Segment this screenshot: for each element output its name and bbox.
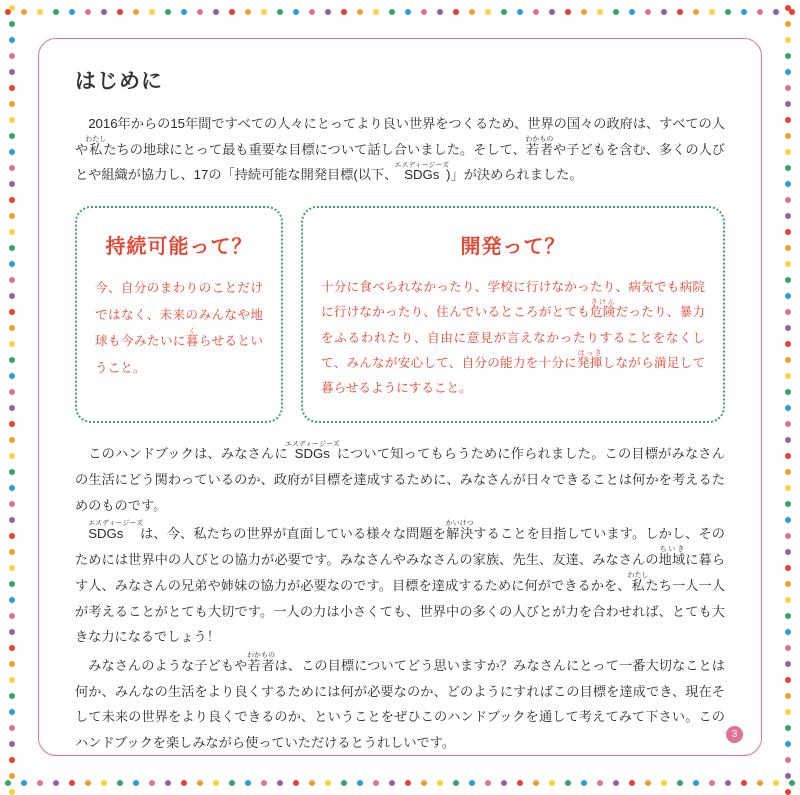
border-dot <box>785 741 791 747</box>
border-dot <box>9 389 15 395</box>
border-dot <box>9 405 15 411</box>
border-dot <box>325 780 331 786</box>
border-dot <box>785 197 791 203</box>
border-dot <box>9 469 15 475</box>
border-dot <box>677 780 683 786</box>
border-dot <box>117 780 123 786</box>
border-dot <box>677 9 683 15</box>
border-dot <box>501 780 507 786</box>
callout-sustainable <box>75 206 283 423</box>
ruby-hakki: 発揮はっき <box>576 349 603 370</box>
border-dot <box>785 517 791 523</box>
border-dot <box>757 780 763 786</box>
border-dot <box>21 9 27 15</box>
border-dot <box>785 629 791 635</box>
border-dot <box>9 773 15 779</box>
callout-sustainable-body: 今、自分のまわりのことだけではなく、未来のみんなや地球も今みたいに暮くらせるということ。 <box>95 281 264 375</box>
border-dot <box>9 373 15 379</box>
border-dot <box>597 9 603 15</box>
border-dot <box>53 780 59 786</box>
border-dot <box>133 780 139 786</box>
border-dot <box>757 9 763 15</box>
border-dot <box>9 5 15 11</box>
border-dot <box>133 9 139 15</box>
ruby-kaiketsu: 解決かいけつ <box>445 520 474 542</box>
border-dot <box>785 661 791 667</box>
page-title: はじめに <box>75 70 163 93</box>
border-dot <box>785 277 791 283</box>
border-dot <box>785 181 791 187</box>
border-dot <box>613 780 619 786</box>
border-dot <box>197 780 203 786</box>
border-dot <box>785 485 791 491</box>
border-dot <box>785 165 791 171</box>
border-dot <box>785 117 791 123</box>
border-dot <box>661 9 667 15</box>
border-dot <box>181 780 187 786</box>
border-dot <box>357 780 363 786</box>
border-dot <box>9 261 15 267</box>
border-dot <box>9 741 15 747</box>
border-dot <box>53 9 59 15</box>
border-dot <box>261 780 267 786</box>
border-dot <box>341 9 347 15</box>
border-dot <box>9 197 15 203</box>
border-dot <box>785 693 791 699</box>
border-dot <box>785 21 791 27</box>
border-dot <box>9 661 15 667</box>
border-dot <box>785 37 791 43</box>
callout-boxes <box>75 206 725 423</box>
border-dot <box>9 565 15 571</box>
border-dot <box>517 780 523 786</box>
border-dot <box>785 357 791 363</box>
border-dot <box>581 780 587 786</box>
border-dot <box>437 780 443 786</box>
border-dot <box>389 9 395 15</box>
border-dot <box>245 780 251 786</box>
border-dot <box>785 261 791 267</box>
border-dot <box>785 133 791 139</box>
callout-development-title: 開発って？ <box>460 236 566 259</box>
border-dot <box>293 780 299 786</box>
bottom-dot-border <box>0 777 800 789</box>
border-dot <box>373 9 379 15</box>
border-dot <box>613 9 619 15</box>
border-dot <box>785 53 791 59</box>
callout-sustainable-title: 持続可能って？ <box>105 236 253 259</box>
callout-development <box>301 206 725 423</box>
border-dot <box>693 9 699 15</box>
border-dot <box>785 293 791 299</box>
border-dot <box>149 9 155 15</box>
border-dot <box>437 9 443 15</box>
border-dot <box>229 9 235 15</box>
border-dot <box>9 293 15 299</box>
border-dot <box>69 780 75 786</box>
ruby-sdgs: SDGsエスディージーズ <box>394 162 450 183</box>
border-dot <box>485 9 491 15</box>
border-dot <box>693 780 699 786</box>
border-dot <box>9 357 15 363</box>
border-dot <box>373 780 379 786</box>
ruby-sdgs-2: SDGsエスディージーズ <box>284 441 340 462</box>
border-dot <box>785 325 791 331</box>
border-dot <box>785 773 791 779</box>
border-dot <box>277 780 283 786</box>
border-dot <box>785 69 791 75</box>
border-dot <box>785 725 791 731</box>
border-dot <box>549 780 555 786</box>
border-dot <box>9 549 15 555</box>
top-dot-border <box>0 6 800 18</box>
border-dot <box>785 549 791 555</box>
border-dot <box>69 9 75 15</box>
border-dot <box>405 9 411 15</box>
border-dot <box>9 709 15 715</box>
border-dot <box>181 9 187 15</box>
border-dot <box>9 421 15 427</box>
border-dot <box>533 780 539 786</box>
right-dot-border <box>782 0 794 795</box>
left-dot-border <box>6 0 18 795</box>
border-dot <box>785 757 791 763</box>
content-frame <box>38 38 762 756</box>
paragraph-2: SDGsエスディージーズは、今、私たちの世界が直面している様々な問題を解決かいけつすることを目指しています。しかし、そのためには世界中の人びとの協力が必要です。みなさんやみなさんの家族、先生、友達、みなさんの地域ちいきに暮らす人、みなさんの兄弟や姉妹の協力が必要なのです。目標を達成するために何ができるかを、私わたしたち一人一人が考えることがとても大切です。一人の力は小さくても、世界中の多くの人びとが力を合わせれば、とても大きな力になるでしょう！ <box>75 520 725 645</box>
border-dot <box>9 533 15 539</box>
border-dot <box>245 9 251 15</box>
border-dot <box>785 213 791 219</box>
border-dot <box>785 565 791 571</box>
border-dot <box>785 597 791 603</box>
border-dot <box>629 780 635 786</box>
border-dot <box>785 309 791 315</box>
content-area <box>75 65 725 758</box>
border-dot <box>421 9 427 15</box>
border-dot <box>325 9 331 15</box>
border-dot <box>785 421 791 427</box>
border-dot <box>277 9 283 15</box>
border-dot <box>581 9 587 15</box>
border-dot <box>785 453 791 459</box>
border-dot <box>725 9 731 15</box>
border-dot <box>9 37 15 43</box>
border-dot <box>37 9 43 15</box>
border-dot <box>741 780 747 786</box>
border-dot <box>9 341 15 347</box>
border-dot <box>101 9 107 15</box>
border-dot <box>261 9 267 15</box>
border-dot <box>9 693 15 699</box>
border-dot <box>9 501 15 507</box>
border-dot <box>9 213 15 219</box>
border-dot <box>85 780 91 786</box>
border-dot <box>785 469 791 475</box>
intro-paragraph: 2016年からの15年間ですべての人々にとってより良い世界をつくるため、世界の国々の政府は、すべての人や私わたしたちの地球にとって最も重要な目標について話し合いました。そして、若者わかものや子どもを含む、多くの人びとや組織が協力し、17の「持続可能な開発目標(以下、SDGsエスディージーズ)」が決められました。 <box>75 116 725 183</box>
border-dot <box>565 9 571 15</box>
border-dot <box>341 780 347 786</box>
border-dot <box>785 85 791 91</box>
ruby-chiiki: 地域ちいき <box>658 546 686 568</box>
border-dot <box>565 780 571 786</box>
border-dot <box>9 85 15 91</box>
border-dot <box>9 117 15 123</box>
border-dot <box>149 780 155 786</box>
ruby-wakamono-2: 若者わかもの <box>246 652 275 674</box>
border-dot <box>9 309 15 315</box>
paragraph-1: このハンドブックは、みなさんにSDGsエスディージーズについて知ってもらうために作られました。この目標がみなさんの生活にどう関わっているのか、政府が目標を達成するために、みなさんが日々できることは何かを考えるためのものです。 <box>75 441 725 513</box>
border-dot <box>709 780 715 786</box>
border-dot <box>9 725 15 731</box>
border-dot <box>9 789 15 795</box>
border-dot <box>165 780 171 786</box>
border-dot <box>309 9 315 15</box>
border-dot <box>645 780 651 786</box>
border-dot <box>773 780 779 786</box>
border-dot <box>785 501 791 507</box>
border-dot <box>9 453 15 459</box>
border-dot <box>785 245 791 251</box>
border-dot <box>785 709 791 715</box>
border-dot <box>9 133 15 139</box>
border-dot <box>785 613 791 619</box>
border-dot <box>485 780 491 786</box>
page-number-badge: 3 <box>726 726 743 743</box>
border-dot <box>785 437 791 443</box>
border-dot <box>421 780 427 786</box>
border-dot <box>229 780 235 786</box>
ruby-watashi: 私わたし <box>85 135 107 157</box>
border-dot <box>785 229 791 235</box>
ruby-sdgs-3: SDGsエスディージーズ <box>88 520 143 542</box>
border-dot <box>9 597 15 603</box>
border-dot <box>405 780 411 786</box>
border-dot <box>213 780 219 786</box>
border-dot <box>309 780 315 786</box>
border-dot <box>101 780 107 786</box>
callout-development-body: 十分に食べられなかったり、学校に行けなかったり、病気でも病院に行けなかったり、住んでいるところがとても危険きけんだったり、暴力をふるわれたり、自由に意見が言えなかったりすることをなくして、みんなが安心して、自分の能力を十分に発揮はっきしながら満足して暮らせるようにすること。 <box>321 280 706 395</box>
border-dot <box>785 677 791 683</box>
border-dot <box>9 517 15 523</box>
border-dot <box>9 53 15 59</box>
border-dot <box>785 5 791 11</box>
border-dot <box>85 9 91 15</box>
border-dot <box>709 9 715 15</box>
border-dot <box>785 645 791 651</box>
border-dot <box>597 780 603 786</box>
border-dot <box>785 373 791 379</box>
border-dot <box>21 780 27 786</box>
border-dot <box>9 69 15 75</box>
border-dot <box>9 165 15 171</box>
border-dot <box>9 245 15 251</box>
border-dot <box>9 629 15 635</box>
border-dot <box>9 149 15 155</box>
border-dot <box>213 9 219 15</box>
border-dot <box>9 181 15 187</box>
border-dot <box>785 533 791 539</box>
ruby-wakamono: 若者わかもの <box>525 135 554 157</box>
border-dot <box>785 341 791 347</box>
border-dot <box>785 405 791 411</box>
border-dot <box>785 581 791 587</box>
border-dot <box>785 101 791 107</box>
border-dot <box>9 645 15 651</box>
border-dot <box>645 9 651 15</box>
border-dot <box>9 101 15 107</box>
border-dot <box>469 780 475 786</box>
border-dot <box>9 229 15 235</box>
border-dot <box>517 9 523 15</box>
border-dot <box>9 21 15 27</box>
border-dot <box>9 325 15 331</box>
ruby-ku: 暮く <box>185 328 199 349</box>
border-dot <box>501 9 507 15</box>
border-dot <box>293 9 299 15</box>
border-dot <box>453 780 459 786</box>
border-dot <box>9 485 15 491</box>
border-dot <box>785 789 791 795</box>
border-dot <box>453 9 459 15</box>
border-dot <box>773 9 779 15</box>
ruby-kiken: 危険きけん <box>589 299 616 320</box>
border-dot <box>725 780 731 786</box>
border-dot <box>117 9 123 15</box>
border-dot <box>9 613 15 619</box>
paragraph-3: みなさんのような子どもや若者わかものは、この目標についてどう思いますか？みなさんにとって一番大切なことは何か、みんなの生活をより良くするためには何が必要なのか、どのようにすればこの目標を達成でき、現在そして未来の世界をより良くできるのか、ということをぜひこのハンドブックを通して考えてみて下さい。このハンドブックを楽しみながら使っていただけるとうれしいです。 <box>75 652 725 751</box>
border-dot <box>389 780 395 786</box>
border-dot <box>533 9 539 15</box>
border-dot <box>357 9 363 15</box>
border-dot <box>661 780 667 786</box>
border-dot <box>9 581 15 587</box>
ruby-watashi-2: 私わたし <box>627 571 649 593</box>
border-dot <box>9 677 15 683</box>
border-dot <box>741 9 747 15</box>
border-dot <box>37 780 43 786</box>
border-dot <box>629 9 635 15</box>
border-dot <box>9 757 15 763</box>
border-dot <box>9 437 15 443</box>
border-dot <box>549 9 555 15</box>
border-dot <box>785 149 791 155</box>
border-dot <box>469 9 475 15</box>
border-dot <box>197 9 203 15</box>
border-dot <box>9 277 15 283</box>
border-dot <box>165 9 171 15</box>
border-dot <box>785 389 791 395</box>
